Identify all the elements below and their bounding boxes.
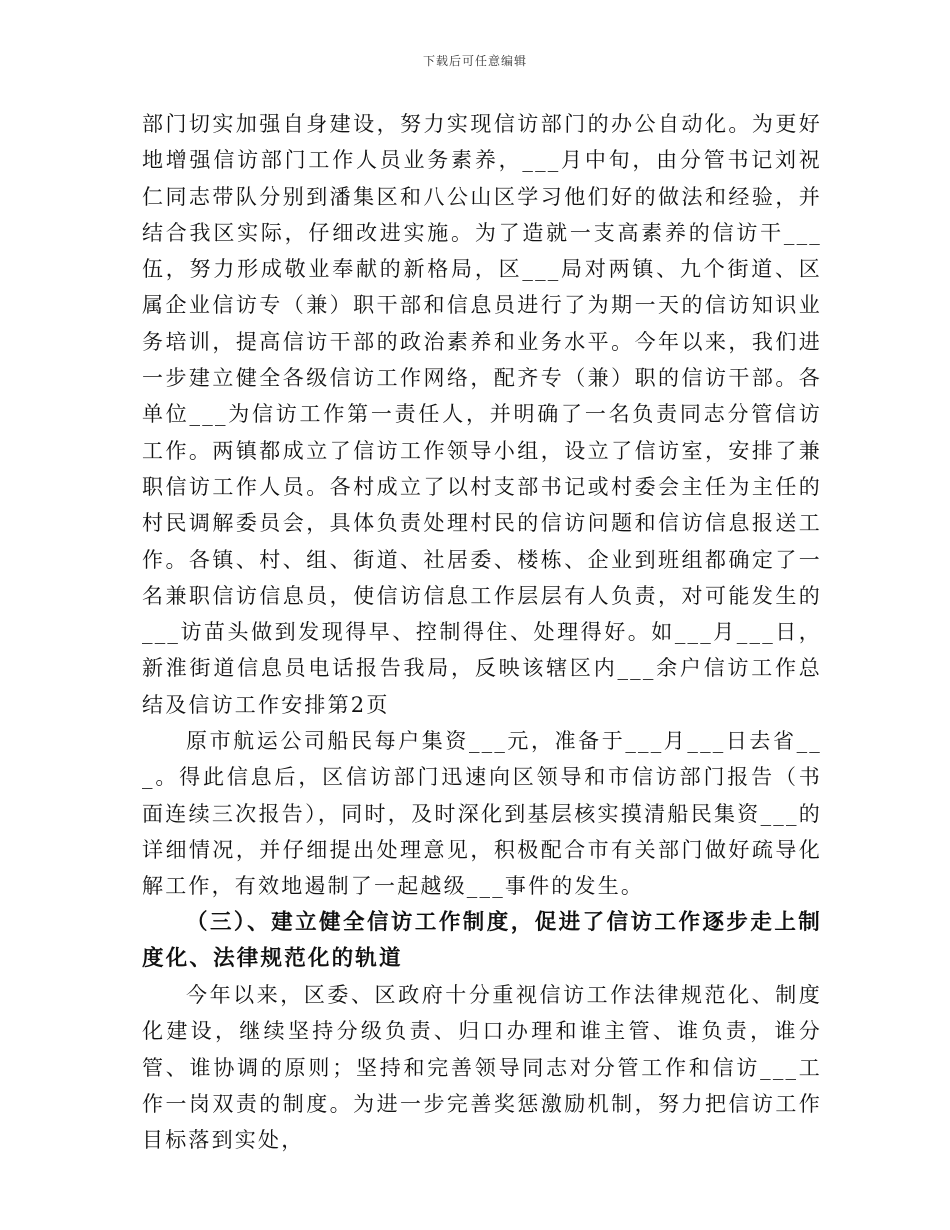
paragraph-system-building: 今年以来，区委、区政府十分重视信访工作法律规范化、制度化建设，继续坚持分级负责、归口办理和谁主管、谁负责，谁分管、谁协调的原则；坚持和完善领导同志对分管工作和信访___工作一岗双责的制度。为进一步完善奖惩激励机制，努力把信访工作目标落到实处，: [142, 983, 822, 1153]
paragraph-continuation: 部门切实加强自身建设，努力实现信访部门的办公自动化。为更好地增强信访部门工作人员业务素养，___月中旬，由分管书记刘祝仁同志带队分别到潘集区和八公山区学习他们好的做法和经验，并结合我区实际，仔细改进实施。为了造就一支高素养的信访干___伍，努力形成敬业奉献的新格局，区___局对两镇、九个街道、区属企业信访专（兼）职干部和信息员进行了为期一天的信访知识业务培训，提高信访干部的政治素养和业务水平。今年以来，我们进一步建立健全各级信访工作网络，配齐专（兼）职的信访干部。各单位___为信访工作第一责任人，并明确了一名负责同志分管信访工作。两镇都成立了信访工作领导小组，设立了信访室，安排了兼职信访工作人员。各村成立了以村支部书记或村委会主任为主任的村民调解委员会，具体负责处理村民的信访问题和信访信息报送工作。各镇、村、组、街道、社居委、楼栋、企业到班组都确定了一名兼职信访信息员，使信访信息工作层层有人负责，对可能发生的___访苗头做到发现得早、控制得住、处理得好。如___月___日，新淮街道信息员电话报告我局，反映该辖区内___余户信访工作总结及信访工作安排第2页: [142, 112, 822, 717]
section-heading-3: （三）、建立健全信访工作制度，促进了信访工作逐步走上制度化、法律规范化的轨道: [142, 909, 822, 971]
header-note: 下载后可任意编辑: [422, 54, 527, 68]
paragraph-shipping-company: 原市航运公司船民每户集资___元，准备于___月___日去省___。得此信息后，区信访部门迅速向区领导和市信访部门报告（书面连续三次报告），同时，及时深化到基层核实摸清船民集资___的详细情况，并仔细提出处理意见，积极配合市有关部门做好疏导化解工作，有效地遏制了一起越级___事件的发生。: [142, 729, 822, 899]
document-body: [142, 106, 822, 1159]
